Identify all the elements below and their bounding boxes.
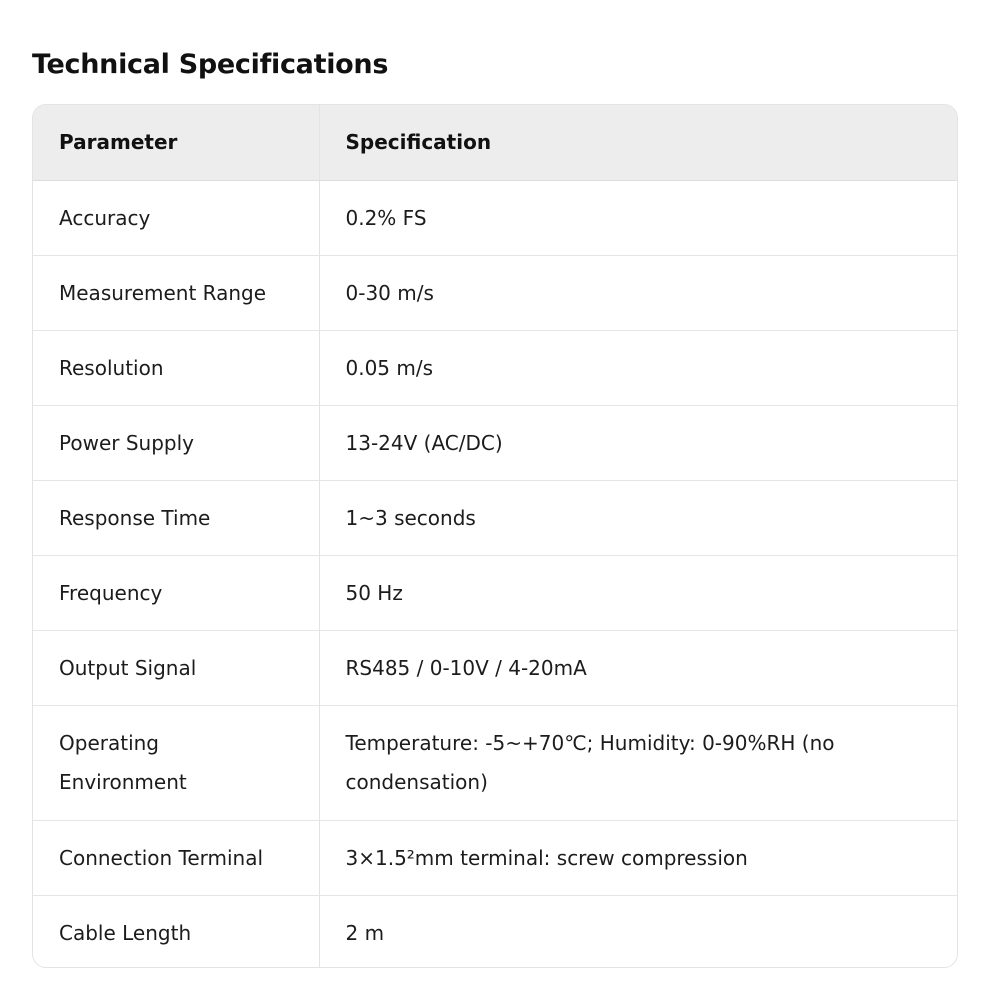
table-row	[33, 630, 957, 705]
specification-cell: 13-24V (AC/DC)	[319, 405, 957, 480]
parameter-cell: Accuracy	[33, 180, 319, 255]
specification-cell: 0-30 m/s	[319, 255, 957, 330]
parameter-cell: Response Time	[33, 480, 319, 555]
parameter-cell: Cable Length	[33, 895, 319, 968]
specification-cell: 1~3 seconds	[319, 480, 957, 555]
parameter-cell: Power Supply	[33, 405, 319, 480]
table-row	[33, 405, 957, 480]
specification-cell: 3×1.5²mm terminal: screw compression	[319, 820, 957, 895]
parameter-cell: Operating Environment	[33, 705, 319, 820]
specification-cell: 2 m	[319, 895, 957, 968]
parameter-cell: Frequency	[33, 555, 319, 630]
table-row	[33, 180, 957, 255]
column-header-specification: Specification	[319, 105, 957, 180]
table-row	[33, 255, 957, 330]
parameter-cell: Measurement Range	[33, 255, 319, 330]
table-row	[33, 555, 957, 630]
parameter-cell: Output Signal	[33, 630, 319, 705]
parameter-cell: Connection Terminal	[33, 820, 319, 895]
parameter-cell: Resolution	[33, 330, 319, 405]
table-row	[33, 480, 957, 555]
table-row	[33, 705, 957, 820]
specification-cell: Temperature: -5~+70℃; Humidity: 0-90%RH (no condensation)	[319, 705, 957, 820]
specification-cell: 50 Hz	[319, 555, 957, 630]
table-row	[33, 820, 957, 895]
specification-cell: RS485 / 0-10V / 4-20mA	[319, 630, 957, 705]
table-header-row	[33, 105, 957, 180]
specification-cell: 0.05 m/s	[319, 330, 957, 405]
table-row	[33, 330, 957, 405]
specifications-table	[33, 105, 957, 968]
page-title: Technical Specifications	[32, 49, 389, 80]
specification-cell: 0.2% FS	[345, 205, 427, 230]
specifications-table-card	[32, 104, 958, 968]
table-row	[33, 895, 957, 968]
column-header-parameter: Parameter	[33, 105, 319, 180]
